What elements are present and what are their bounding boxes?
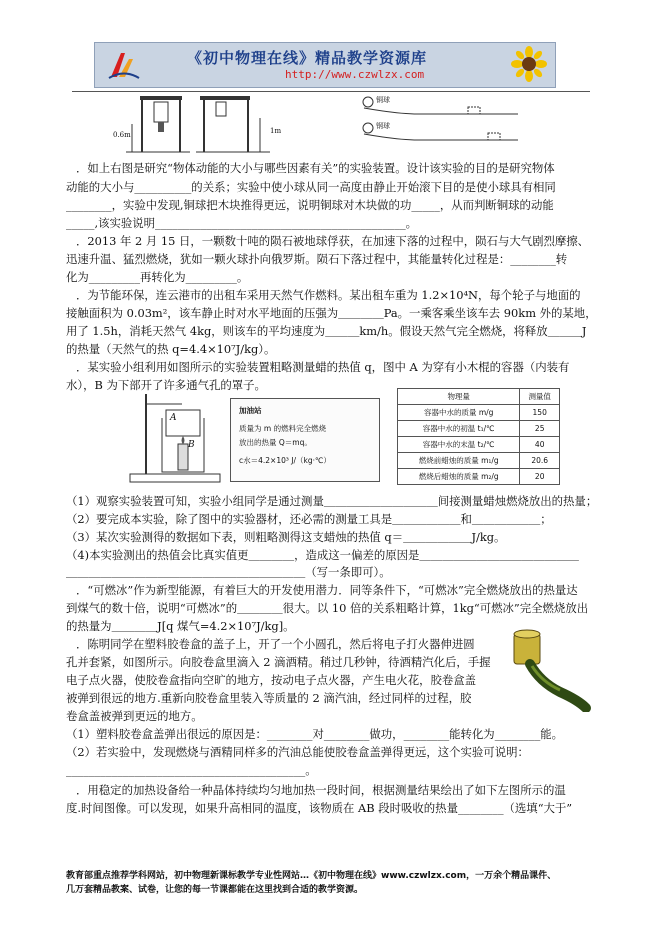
q6-sub-1: （1）塑料胶卷盒盖弹出很远的原因是：________对________做功，________能转化为________能。 — [66, 727, 564, 741]
q4-line-2: 水），B 为下部开了许多通气孔的罩子。 — [66, 378, 266, 392]
q4-sub-1: （1）观察实验装置可知，实验小组同学是通过测量＿＿＿＿＿＿＿＿＿＿间接测量蜡烛燃烧放出的热量； — [66, 494, 598, 508]
table-header: 物理量 — [398, 389, 520, 405]
note-line-3: c水＝4.2×10³ J/（kg·℃） — [239, 456, 331, 465]
q2-line-2: 迅速升温、猛烈燃烧，犹如一颗火球扑向俄罗斯。陨石下落过程中，其能量转化过程是：________转 — [66, 252, 568, 266]
q6-line-2: 孔并套紧，如图所示。向胶卷盒里滴入 2 滴酒精。稍过几秒钟，待酒精汽化后，手握 — [66, 655, 491, 669]
q4-sub-3: （3）某次实验测得的数据如下表，则粗略测得这支蜡烛的热值 q＝＿＿＿＿＿＿J/kg。 — [66, 530, 506, 544]
table-row — [398, 453, 560, 469]
film-canister-igniter-figure — [500, 628, 592, 712]
q6-line-4: 被弹到很远的地方.重新向胶卷盒里装入等质量的 2 滴汽油，经过同样的过程，胶 — [66, 691, 472, 705]
table-cell: 20 — [520, 469, 560, 485]
steel-ball-label: 钢球 — [376, 122, 390, 130]
table-row — [398, 469, 560, 485]
header-divider — [72, 91, 590, 92]
q2-line-3: 化为_________再转化为_________。 — [66, 270, 249, 284]
banner-title: 《初中物理在线》精品教学资源库 — [187, 49, 428, 67]
table-cell: 燃烧前蜡烛的质量 m₁/g — [398, 453, 520, 469]
q2-line-1: ．2013 年 2 月 15 日，一颗数十吨的陨石被地球俘获，在加速下落的过程中，陨石与大气剧烈摩擦、 — [76, 234, 590, 248]
footer-line-1: 教育部重点推荐学科网站，初中物理新课标教学专业性网站…《初中物理在线》www.czwlzx.com，一万余个精品课件、 — [66, 871, 557, 881]
table-row — [398, 405, 560, 421]
table-cell: 容器中水的末温 t₂/℃ — [398, 437, 520, 453]
q4-sub-4b: ＿＿＿＿＿＿＿＿＿＿＿＿＿＿＿＿＿＿＿＿＿（写一条即可）。 — [66, 565, 391, 579]
measurement-table — [397, 388, 560, 485]
height-label-left: 0.6m — [113, 131, 131, 139]
q3-line-3: 用了 1.5h，消耗天然气 4kg，则该车的平均速度为＿＿＿km/h。假设天然气完全燃烧，将释放＿＿＿J — [66, 324, 587, 338]
table-cell: 20.6 — [520, 453, 560, 469]
q5-line-2: 到煤气的数十倍，说明“可燃冰”的＿＿＿＿很大。以 10 倍的关系粗略计算，1kg“可燃冰”完全燃烧放出 — [66, 601, 589, 615]
q4-sub-4a: （4)本实验测出的热值会比真实值更＿＿＿＿，造成这一偏差的原因是＿＿＿＿＿＿＿＿＿＿＿＿＿＿ — [66, 548, 579, 562]
table-cell: 40 — [520, 437, 560, 453]
table-cell: 容器中水的质量 m/g — [398, 405, 520, 421]
table-header-row — [398, 389, 560, 405]
table-cell: 燃烧后蜡烛的质量 m₂/g — [398, 469, 520, 485]
q6-sub-2: （2）若实验中，发现燃烧与酒精同样多的汽油总能使胶卷盒盖弹得更远，这个实验可说明： — [66, 745, 529, 759]
copper-ball-label: 铜球 — [376, 96, 390, 104]
banner-url: http://www.czwlzx.com — [285, 68, 425, 81]
q1-line-1: ．如上右图是研究“物体动能的大小与哪些因素有关”的实验装置。设计该实验的目的是研究物体 — [76, 161, 555, 175]
table-header: 测量值 — [520, 389, 560, 405]
height-label-right: 1m — [270, 127, 282, 135]
table-row — [398, 421, 560, 437]
table-cell: 容器中水的初温 t₁/℃ — [398, 421, 520, 437]
q1-line-2: 动能的大小与__________的关系；实验中使小球从同一高度由静止开始滚下目的是使小球具有相同 — [66, 180, 556, 194]
note-title: 加油站 — [239, 406, 262, 415]
q3-line-1: ．为节能环保，连云港市的出租车采用天然气作燃料。某出租车重为 1.2×10⁴N，每个轮子与地面的 — [76, 288, 581, 302]
site-logo-icon — [107, 49, 141, 81]
q6-line-1: ．陈明同学在塑料胶卷盒的盖子上，开了一个小圆孔，然后将电子打火器伸进圆 — [76, 637, 475, 651]
header-banner — [94, 42, 556, 88]
q3-line-2: 接触面积为 0.03m²，该车静止时对水平地面的压强为＿＿＿＿Pa。一乘客乘坐该车去 90km 外的某地， — [66, 306, 597, 320]
q6-sub-2b: __________________________________________。 — [66, 763, 317, 777]
footer-line-2: 几万套精品教案、试卷，让您的每一节课都能在这里找到合适的教学资源。 — [66, 885, 364, 895]
ball-drop-apparatus-figure — [112, 94, 272, 156]
q6-line-3: 电子点火器，使胶卷盒指向空旷的地方，按动电子点火器，产生电火花，胶卷盒盖 — [66, 673, 477, 687]
fuel-station-note — [230, 398, 380, 482]
table-cell: 150 — [520, 405, 560, 421]
q3-line-4: 的热量（天然气的热 q=4.4×10⁷J/kg）。 — [66, 342, 276, 356]
sunflower-icon — [509, 46, 549, 84]
note-line-1: 质量为 m 的燃料完全燃烧 — [239, 424, 327, 433]
q1-line-4: _____,该实验说明____________________________________________。 — [66, 216, 418, 230]
table-row — [398, 437, 560, 453]
note-line-2: 放出的热量 Q＝mq。 — [239, 438, 312, 447]
q4-sub-2: （2）要完成本实验，除了图中的实验器材，还必需的测量工具是＿＿＿＿＿＿和＿＿＿＿＿＿； — [66, 512, 552, 526]
container-label-a: A — [170, 413, 177, 423]
candle-apparatus-figure — [126, 388, 224, 484]
q5-line-1: ．“可燃冰”作为新型能源，有着巨大的开发使用潜力．同等条件下，“可燃冰”完全燃烧放出的热量达 — [76, 583, 578, 597]
q7-line-1: ．用稳定的加热设备给一种晶体持续均匀地加热一段时间，根据测量结果绘出了如下左图所示的温 — [76, 783, 566, 797]
q5-line-3: 的热量为＿＿＿＿J[q 煤气=4.2×10⁷J/kg]。 — [66, 619, 295, 633]
q7-line-2: 度.时间图像。可以发现，如果升高相同的温度，该物质在 AB 段时吸收的热量________（选填“大于” — [66, 801, 573, 815]
hood-label-b: B — [188, 440, 195, 450]
q6-line-5: 卷盒盖被弹到更远的地方。 — [66, 709, 203, 723]
table-cell: 25 — [520, 421, 560, 437]
q1-line-3: ________，实验中发现,铜球把木块推得更远，说明铜球对木块做的功_____，从而判断铜球的动能 — [66, 198, 554, 212]
q4-line-1: ．某实验小组利用如图所示的实验装置粗略测量蜡的热值 q，图中 A 为穿有小木棍的容器（内装有 — [76, 360, 570, 374]
